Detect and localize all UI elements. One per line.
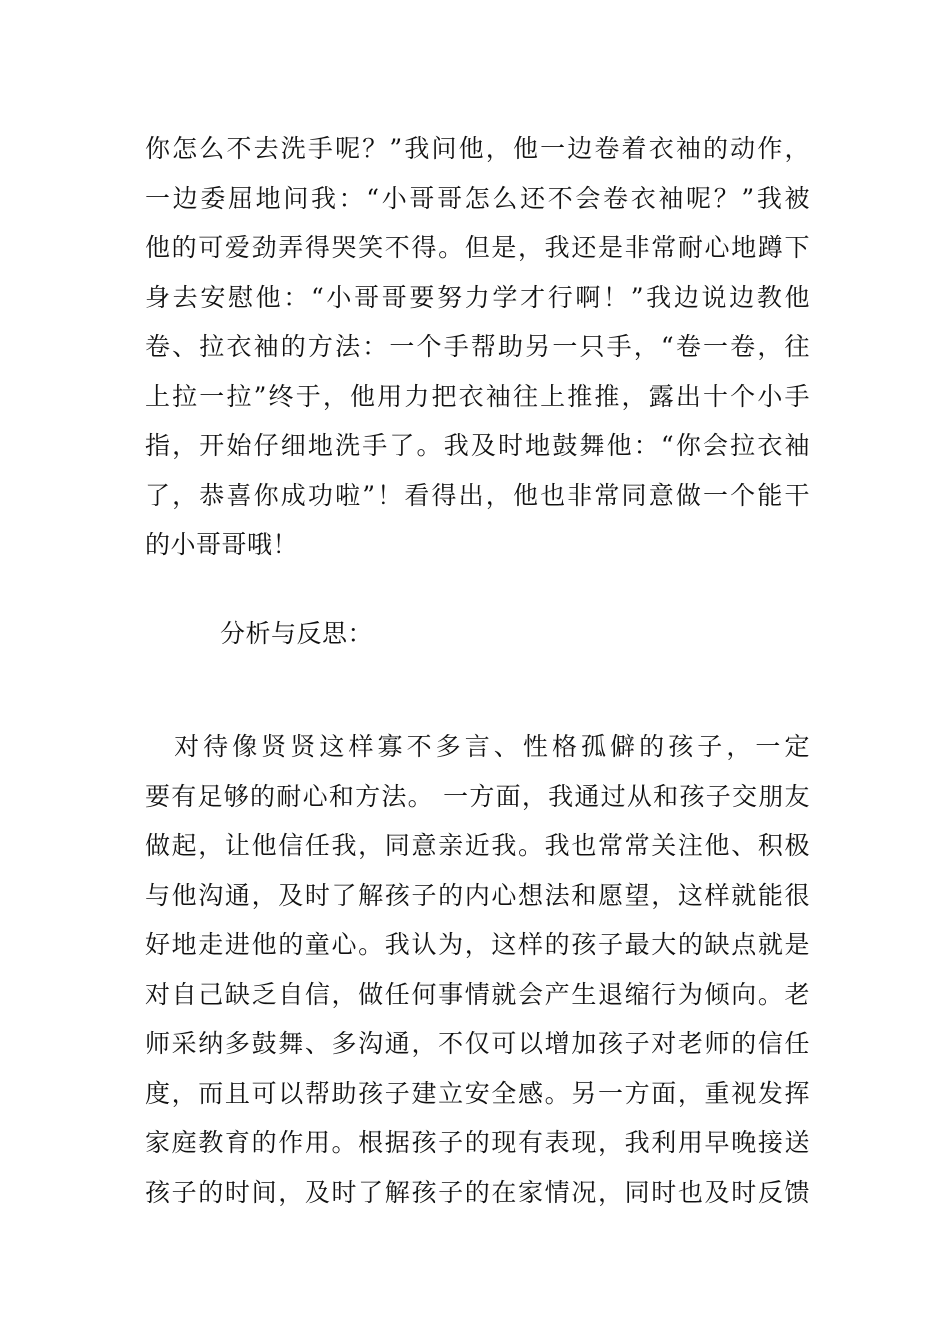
- text-line: 度，而且可以帮助孩子建立安全感。另一方面，重视发挥: [145, 1078, 810, 1108]
- text-line: 要有足够的耐心和方法。 一方面，我通过从和孩子交朋友: [145, 781, 810, 811]
- text-line: 卷、拉衣袖的方法：一个手帮助另一只手，“卷一卷，往: [145, 332, 810, 361]
- section-heading: [220, 609, 620, 659]
- text-line: 身去安慰他：“小哥哥要努力学才行啊！”我边说边教他: [145, 282, 810, 312]
- heading-text: 分析与反思：: [220, 619, 374, 648]
- text-line: 对自己缺乏自信，做任何事情就会产生退缩行为倾向。老: [145, 979, 810, 1009]
- paragraph-story: [145, 124, 810, 570]
- text-line: 指，开始仔细地洗手了。我及时地鼓舞他：“你会拉衣袖: [145, 431, 810, 460]
- text-line: 家庭教育的作用。根据孩子的现有表现，我利用早晚接送: [145, 1128, 810, 1157]
- text-line: 对待像贤贤这样寡不多言、性格孤僻的孩子，一定: [145, 732, 810, 761]
- text-line: 上拉一拉”终于，他用力把衣袖往上推推，露出十个小手: [145, 381, 810, 411]
- text-line: 的小哥哥哦！: [145, 530, 299, 559]
- text-line: 做起，让他信任我，同意亲近我。我也常常关注他、积极: [145, 831, 810, 860]
- text-line: 他的可爱劲弄得哭笑不得。但是，我还是非常耐心地蹲下: [145, 233, 810, 262]
- text-line: 你怎么不去洗手呢？”我问他，他一边卷着衣袖的动作，: [145, 134, 810, 163]
- text-line: 一边委屈地问我：“小哥哥怎么还不会卷衣袖呢？”我被: [145, 183, 810, 213]
- text-line: 了，恭喜你成功啦”！看得出，他也非常同意做一个能干: [145, 480, 810, 510]
- text-line: 与他沟通，及时了解孩子的内心想法和愿望，这样就能很: [145, 880, 810, 910]
- text-line: 孩子的时间，及时了解孩子的在家情况，同时也及时反馈: [145, 1177, 810, 1207]
- text-line: 好地走进他的童心。我认为，这样的孩子最大的缺点就是: [145, 930, 810, 959]
- paragraph-reflection: [145, 722, 810, 1217]
- text-line: 师采纳多鼓舞、多沟通，不仅可以增加孩子对老师的信任: [145, 1029, 810, 1058]
